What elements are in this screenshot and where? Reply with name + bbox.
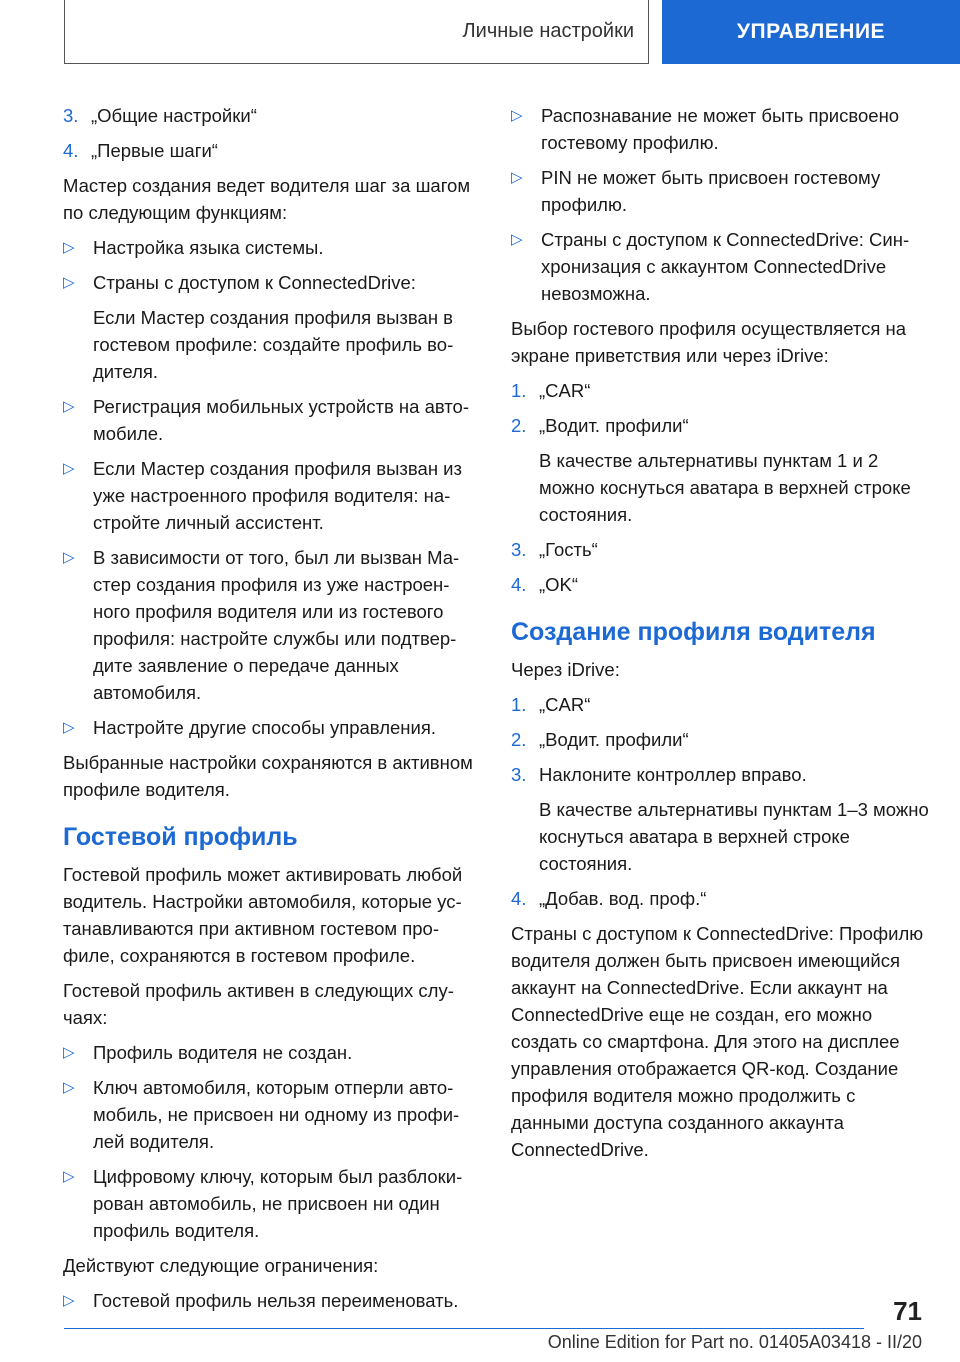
bullet-item <box>511 164 931 218</box>
footer-edition-text: Online Edition for Part no. 01405A03418 - II/20 <box>547 1332 922 1352</box>
triangle-bullet-icon: ▷ <box>63 549 75 566</box>
triangle-bullet-icon: ▷ <box>63 719 75 736</box>
bullet-text: Цифровому ключу, которым был разблокирован автомобиль, не присвоен ни один профиль водителя. <box>93 1166 463 1241</box>
via-idrive-paragraph: Через iDrive: <box>511 659 620 680</box>
guest-cases-paragraph: Гостевой профиль активен в следующих случаях: <box>63 980 454 1028</box>
bullet-item <box>63 455 479 536</box>
bullet-text: Если Мастер создания профиля вызван из уже настроенного профиля водителя: настройте личный ассистент. <box>93 458 462 533</box>
bullet-item <box>63 1287 479 1314</box>
bullet-item <box>63 234 479 261</box>
step-text: „CAR“ <box>539 694 591 715</box>
bullet-item <box>63 1074 479 1155</box>
step-text: „Общие настройки“ <box>91 105 257 126</box>
bullet-item <box>63 1163 479 1244</box>
step-text: „Водит. профили“ <box>539 729 689 750</box>
list-item <box>511 377 931 404</box>
triangle-bullet-icon: ▷ <box>63 1168 75 1185</box>
step-text: „Водит. профили“ <box>539 415 689 436</box>
right-column <box>511 102 931 1171</box>
step-number: 3. <box>63 105 79 126</box>
list-item <box>511 885 931 912</box>
step-number: 3. <box>511 539 527 560</box>
step-text: „CAR“ <box>539 380 591 401</box>
step-number: 3. <box>511 764 527 785</box>
triangle-bullet-icon: ▷ <box>63 1292 75 1309</box>
final-paragraph: Страны с доступом к ConnectedDrive: Профилю водителя должен быть присвоен имеющийся аккаунт на ConnectedDrive. Если аккаунт на ConnectedDrive еще не создан, его можно создать со смартфона. Для этого на дисплее управления отображается QR-код. Создание профиля водителя можно продолжить с данными доступа созданного аккаунта ConnectedDrive. <box>511 923 924 1160</box>
step-text: „Первые шаги“ <box>91 140 218 161</box>
step-text: „Добав. вод. проф.“ <box>539 888 707 909</box>
bullet-item <box>511 226 931 307</box>
restrictions-paragraph: Действуют следующие ограничения: <box>63 1255 379 1276</box>
triangle-bullet-icon: ▷ <box>63 460 75 477</box>
bullet-note: Если Мастер создания профиля вызван в гостевом профиле: создайте профиль водителя. <box>93 307 454 382</box>
list-item <box>63 137 479 164</box>
bullet-text: Настройте другие способы управления. <box>93 717 436 738</box>
list-item <box>511 761 931 788</box>
saved-paragraph: Выбранные настройки сохраняются в активном профиле водителя. <box>63 752 473 800</box>
triangle-bullet-icon: ▷ <box>511 107 523 124</box>
step-number: 4. <box>511 888 527 909</box>
step-number: 4. <box>63 140 79 161</box>
triangle-bullet-icon: ▷ <box>511 169 523 186</box>
step-number: 1. <box>511 694 527 715</box>
bullet-item <box>63 1039 479 1066</box>
bullet-text: Настройка языка системы. <box>93 237 324 258</box>
bullet-item <box>63 269 479 296</box>
triangle-bullet-icon: ▷ <box>63 1079 75 1096</box>
bullet-text: Ключ автомобиля, которым отперли автомобиль, не присвоен ни одному из профилей водителя. <box>93 1077 460 1152</box>
bullet-text: Регистрация мобильных устройств на автомобиле. <box>93 396 470 444</box>
list-item <box>511 691 931 718</box>
bullet-item <box>63 714 479 741</box>
bullet-item <box>63 544 479 706</box>
step-text: „Гость“ <box>539 539 598 560</box>
step-text: Наклоните контроллер вправо. <box>539 764 807 785</box>
step-number: 1. <box>511 380 527 401</box>
bullet-text: В зависимости от того, был ли вызван Мастер создания профиля из уже настроенного профиля водителя или из гостевого профиля: настройте службы или подтвердите заявление о передаче данных автомобиля. <box>93 547 460 703</box>
list-item <box>63 102 479 129</box>
step-number: 2. <box>511 415 527 436</box>
step-number: 4. <box>511 574 527 595</box>
step-note: В качестве альтернативы пунктам 1 и 2 можно коснуться аватара в верхней строке состояния. <box>539 450 911 525</box>
triangle-bullet-icon: ▷ <box>63 239 75 256</box>
triangle-bullet-icon: ▷ <box>511 231 523 248</box>
triangle-bullet-icon: ▷ <box>63 398 75 415</box>
header-chapter-tab[interactable]: УПРАВЛЕНИЕ <box>662 0 960 64</box>
guest-profile-heading: Гостевой профиль <box>63 823 298 851</box>
select-paragraph: Выбор гостевого профиля осуществляется на экране приветствия или через iDrive: <box>511 318 907 366</box>
guest-paragraph: Гостевой профиль может активировать любой водитель. Настройки автомобиля, которые устанавливаются при активном гостевом профиле, сохраняются в гостевом профиле. <box>63 864 463 966</box>
bullet-text: PIN не может быть присвоен гостевому профилю. <box>541 167 881 215</box>
bullet-text: Страны с доступом к ConnectedDrive: Синхронизация с аккаунтом ConnectedDrive невозможна. <box>541 229 910 304</box>
bullet-item <box>63 393 479 447</box>
triangle-bullet-icon: ▷ <box>63 274 75 291</box>
list-item <box>511 536 931 563</box>
list-item <box>511 726 931 753</box>
step-note: В качестве альтернативы пунктам 1–3 можно коснуться аватара в верхней строке состояния. <box>539 799 929 874</box>
footer-divider <box>64 1328 864 1329</box>
intro-paragraph: Мастер создания ведет водителя шаг за шагом по следующим функциям: <box>63 175 471 223</box>
page-number: 71 <box>893 1296 922 1326</box>
bullet-text: Страны с доступом к ConnectedDrive: <box>93 272 416 293</box>
bullet-text: Распознавание не может быть присвоено гостевому профилю. <box>541 105 900 153</box>
list-item <box>511 412 931 439</box>
header-section-title: Личные настройки <box>64 0 649 64</box>
bullet-item <box>511 102 931 156</box>
create-profile-heading: Создание профиля водителя <box>511 618 876 646</box>
step-number: 2. <box>511 729 527 750</box>
bullet-text: Гостевой профиль нельзя переименовать. <box>93 1290 459 1311</box>
step-text: „OK“ <box>539 574 579 595</box>
bullet-text: Профиль водителя не создан. <box>93 1042 353 1063</box>
list-item <box>511 571 931 598</box>
left-column <box>63 102 479 1322</box>
triangle-bullet-icon: ▷ <box>63 1044 75 1061</box>
